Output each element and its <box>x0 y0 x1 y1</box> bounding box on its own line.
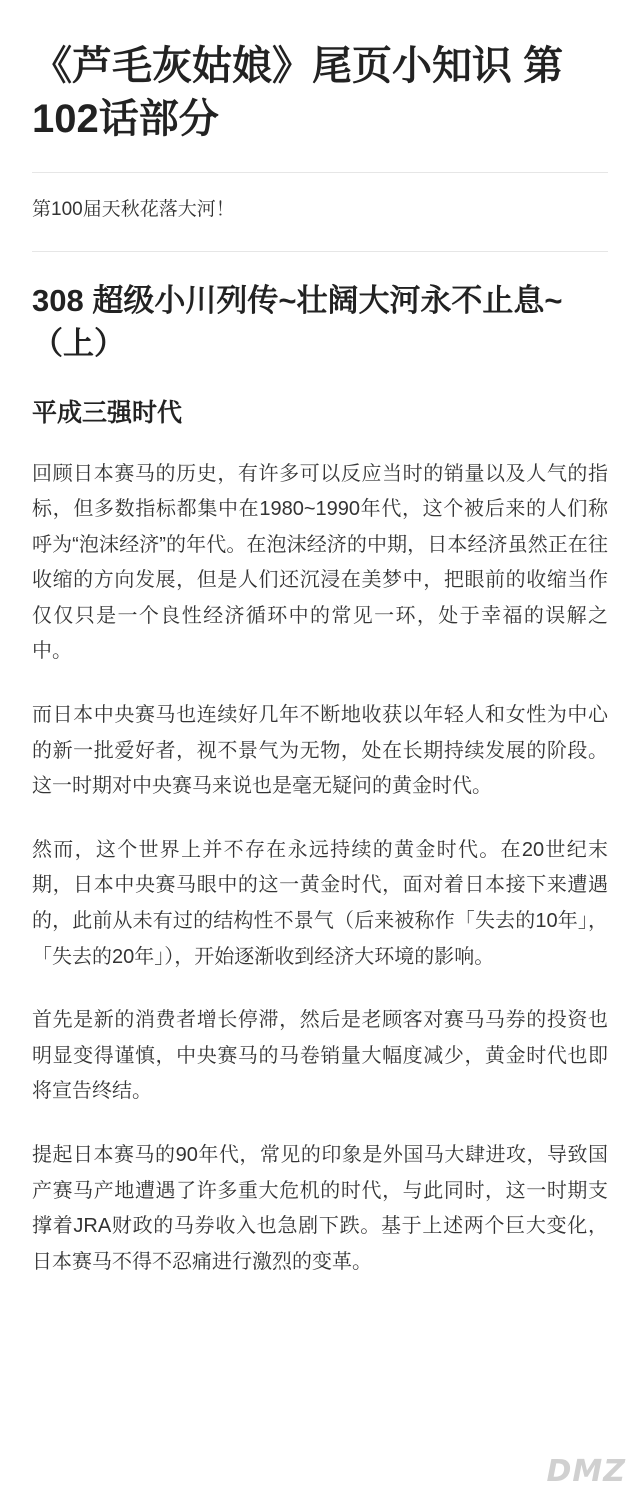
page-title: 《芦毛灰姑娘》尾页小知识 第102话部分 <box>32 44 564 141</box>
article-paragraph: 首先是新的消费者增长停滞，然后是老顾客对赛马马券的投资也明显变得谨慎，中央赛马的马卷销量大幅度减少，黄金时代也即将宣告终结。 <box>32 1009 608 1103</box>
article-paragraph: 而日本中央赛马也连续好几年不断地收获以年轻人和女性为中心的新一批爱好者，视不景气为无物，处在长期持续发展的阶段。这一时期对中央赛马来说也是毫无疑问的黄金时代。 <box>32 704 608 798</box>
article-paragraph: 回顾日本赛马的历史，有许多可以反应当时的销量以及人气的指标，但多数指标都集中在1980~1990年代，这个被后来的人们称呼为“泡沫经济”的年代。在泡沫经济的中期，日本经济虽然正在往收缩的方向发展，但是人们还沉浸在美梦中，把眼前的收缩当作仅仅只是一个良性经济循环中的常见一环，处于幸福的误解之中。 <box>32 462 608 663</box>
title-divider <box>32 172 608 173</box>
watermark: DMZ <box>546 1454 626 1489</box>
article-paragraph: 然而，这个世界上并不存在永远持续的黄金时代。在20世纪末期，日本中央赛马眼中的这一黄金时代，面对着日本接下来遭遇的，此前从未有过的结构性不景气（后来被称作「失去的10年」，「失去的20年」），开始逐渐收到经济大环境的影响。 <box>32 838 608 968</box>
section-title: 308 超级小川列传~壮阔大河永不止息~（上） <box>32 282 563 361</box>
lead-divider <box>32 251 608 252</box>
subsection-title: 平成三强时代 <box>32 398 183 427</box>
article-paragraph: 提起日本赛马的90年代，常见的印象是外国马大肆进攻，导致国产赛马产地遭遇了许多重大危机的时代，与此同时，这一时期支撑着JRA财政的马券收入也急剧下跌。基于上述两个巨大变化，日本赛马不得不忍痛进行激烈的变革。 <box>32 1144 608 1273</box>
article-lead: 第100届天秋花落大河！ <box>32 198 235 220</box>
